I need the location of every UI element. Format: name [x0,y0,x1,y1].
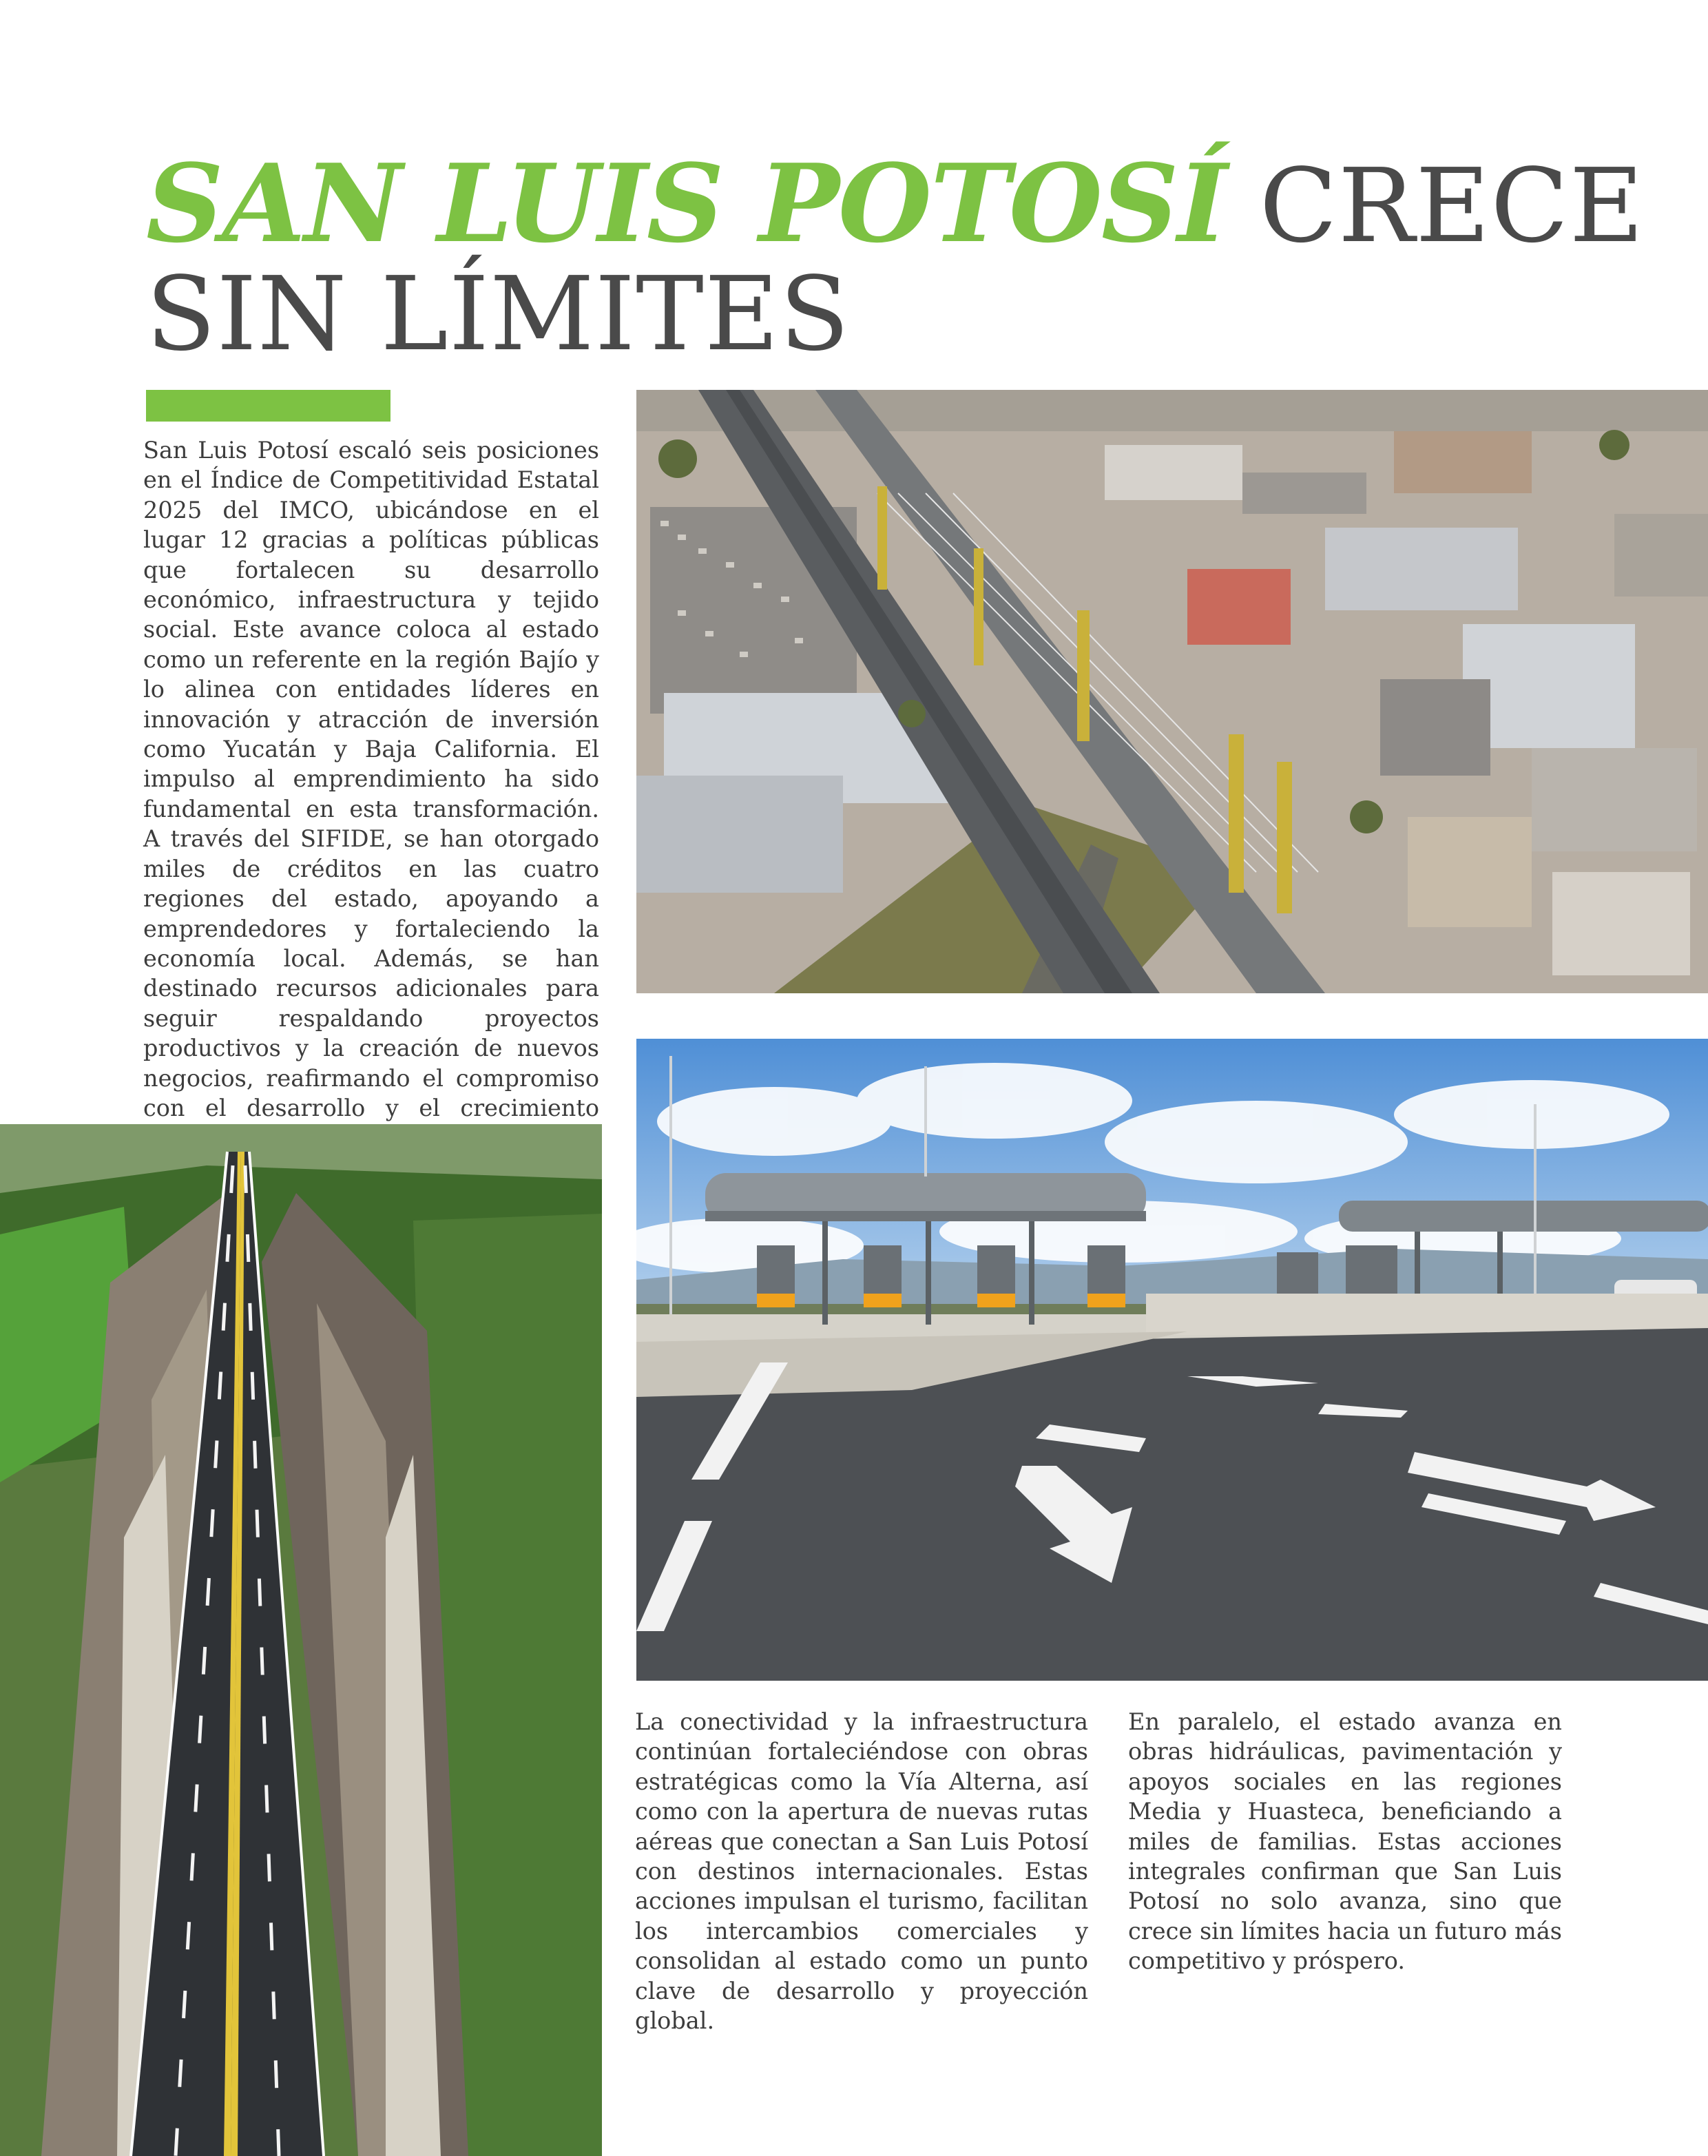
toll-plaza-photo [636,1039,1708,1681]
green-accent-bar [146,390,390,422]
headline-gray-part [1227,147,1645,265]
headline-crece: CRECE [1259,147,1645,265]
article-paragraph-middle: La conectividad y la infraestructura continúan fortaleciéndose con obras estratégicas como la Vía Alterna, así como con la apertura de nuevas rutas aéreas que conectan a San Luis Potosí con destinos internacionales. Estas acciones impulsan el turismo, facilitan los intercambios comerciales y consolidan al estado como un punto clave de desarrollo y proyección global. [635,1708,1088,2035]
aerial-cable-bridge-photo [636,390,1708,993]
headline-green-part: SAN LUIS POTOSÍ [146,141,1227,267]
headline-line-2: SIN LÍMITES [146,255,851,373]
article-paragraph-left: San Luis Potosí escaló seis posiciones en el Índice de Competitividad Estatal 2025 del IMCO, ubicándose en el lugar 12 gracias a políticas públicas que fortalecen su desarrollo económico, infraestructura y tejido social. Este avance coloca al estado como un referente en la región Bajío y lo alinea con entidades líderes en innovación y atracción de inversión como Yucatán y Baja California. El impulso al emprendimiento ha sido fundamental en esta transformación. A través del SIFIDE, se han otorgado miles de créditos en las cuatro regiones del estado, apoyando a emprendedores y fortaleciendo la economía local. Además, se han destinado recursos adicionales para seguir respaldando proyectos productivos y la creación de nuevos negocios, reafirmando el compromiso con el desarrollo y el crecimiento [143,437,599,1121]
article-paragraph-right: En paralelo, el estado avanza en obras hidráulicas, pavimentación y apoyos sociales en las regiones Media y Huasteca, beneficiando a miles de familias. Estas acciones integrales confirman que San Luis Potosí no solo avanza, sino que crece sin límites hacia un futuro más competitivo y próspero. [1128,1708,1562,1975]
aerial-highway-photo [0,1124,602,2156]
headline-line-1 [146,141,1645,267]
